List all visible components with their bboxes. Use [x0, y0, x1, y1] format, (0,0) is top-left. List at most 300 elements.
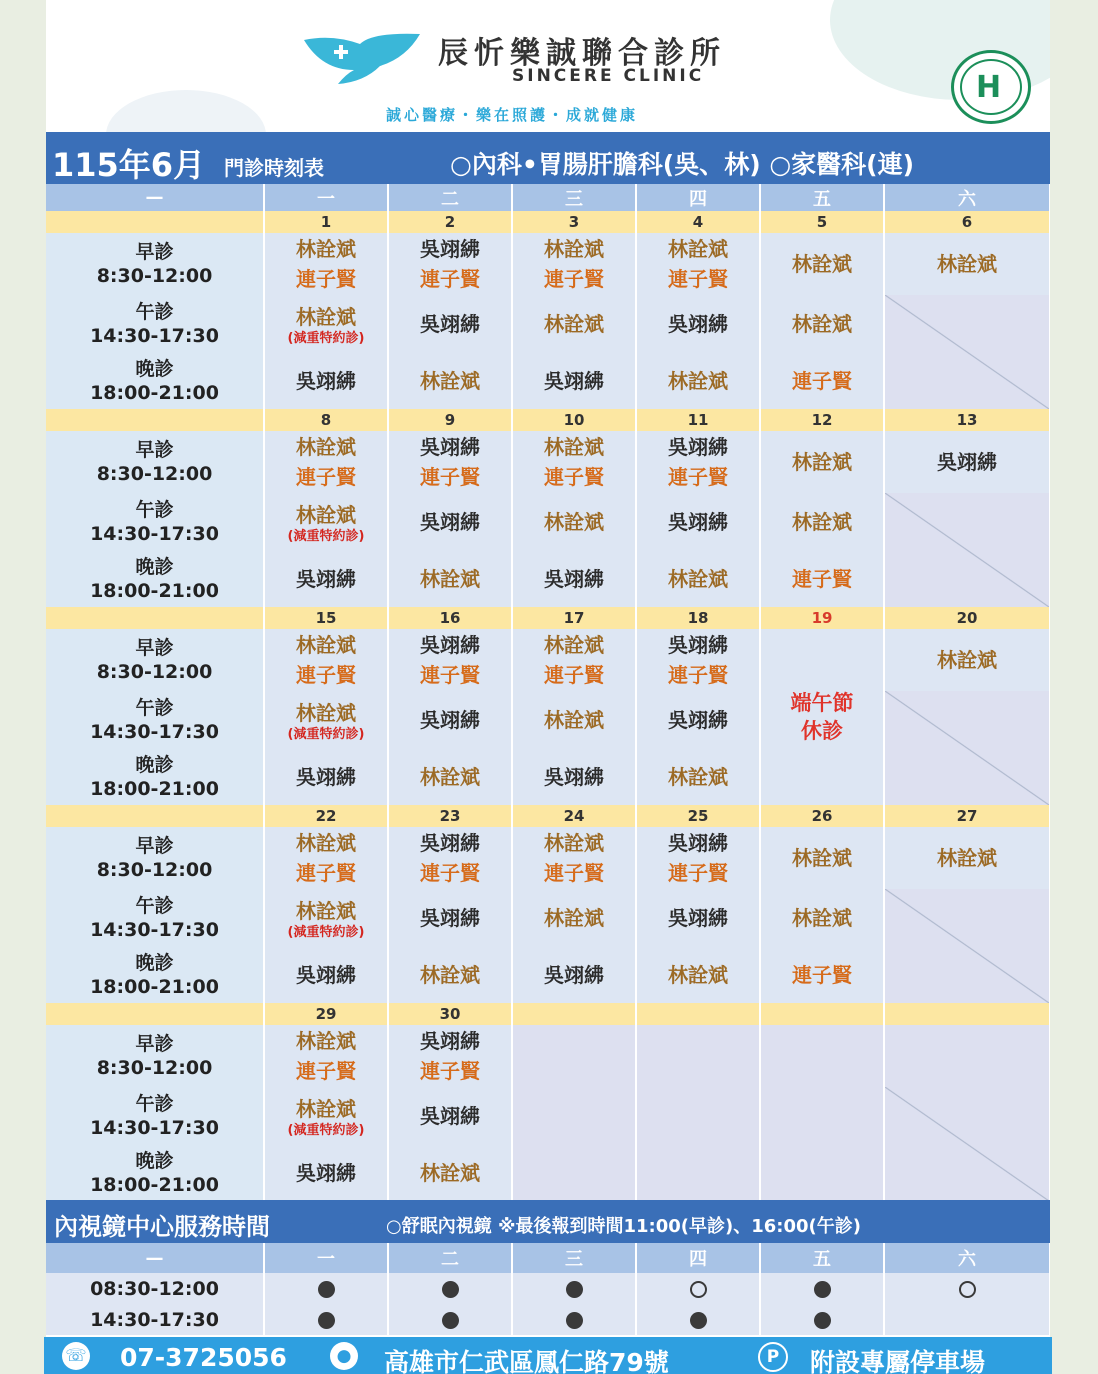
session-time [46, 827, 264, 889]
endoscopy-slot [636, 1273, 760, 1304]
session-time [46, 1087, 264, 1144]
session-row [46, 889, 1050, 946]
filled-circle-icon [690, 1312, 707, 1329]
doctor-name: 林詮斌 [544, 831, 604, 855]
session-name: 早診 [135, 1033, 174, 1055]
clinic-address: 高雄市仁武區鳳仁路79號 [384, 1348, 669, 1374]
date-cell: 16 [388, 607, 512, 629]
session-hours: 14:30-17:30 [90, 918, 219, 941]
session-time [46, 352, 264, 409]
session-name: 早診 [135, 439, 174, 461]
doctor-name: 吳翊紼 [668, 435, 728, 459]
doctor-name: 連子賢 [420, 465, 480, 489]
session-time [46, 1025, 264, 1087]
empty-cell [884, 1025, 1050, 1087]
schedule-cell [512, 629, 636, 691]
doctor-name: 林詮斌 [296, 700, 356, 725]
doctor-name: 林詮斌 [296, 633, 356, 657]
session-hours: 18:00-21:00 [90, 381, 219, 404]
endoscopy-weekday-row [46, 1243, 1050, 1273]
weekday-header-row [46, 184, 1050, 211]
session-name: 晚診 [135, 753, 174, 776]
schedule-cell [264, 748, 388, 805]
doctor-name: 吳翊紼 [296, 764, 356, 789]
doctor-name: 林詮斌 [544, 435, 604, 459]
session-row [46, 827, 1050, 889]
filled-circle-icon [442, 1281, 459, 1298]
schedule-cell [388, 946, 512, 1003]
doctor-name: 連子賢 [792, 566, 852, 591]
doctor-name: 林詮斌 [296, 898, 356, 923]
doctor-name: 吳翊紼 [420, 707, 480, 732]
doctor-name: 吳翊紼 [420, 831, 480, 855]
schedule-cell [636, 493, 760, 550]
doctor-name: 連子賢 [792, 962, 852, 987]
endoscopy-note: ○舒眠內視鏡 ※最後報到時間11:00(早診)、16:00(午診) [386, 1216, 861, 1237]
schedule-cell [388, 493, 512, 550]
empty-cell [760, 1087, 884, 1144]
date-cell: 2 [388, 211, 512, 233]
doctor-name: 林詮斌 [937, 252, 997, 276]
endoscopy-row [46, 1273, 1050, 1304]
schedule-cell [388, 748, 512, 805]
closed-cell [884, 691, 1050, 805]
date-cell: 22 [264, 805, 388, 827]
session-row [46, 431, 1050, 493]
doctor-name: 吳翊紼 [420, 905, 480, 930]
doctor-name: 林詮斌 [792, 252, 852, 276]
schedule-cell [884, 629, 1050, 691]
session-hours: 8:30-12:00 [96, 265, 213, 287]
session-hours: 14:30-17:30 [90, 522, 219, 545]
date-cell [512, 1003, 636, 1025]
doctor-name: 林詮斌 [296, 304, 356, 329]
doctor-name: 連子賢 [296, 267, 356, 291]
date-row [46, 805, 1050, 827]
date-cell: 10 [512, 409, 636, 431]
session-row [46, 493, 1050, 550]
session-hours: 18:00-21:00 [90, 1173, 219, 1196]
session-name: 晚診 [135, 951, 174, 974]
endoscopy-time: 08:30-12:00 [46, 1273, 264, 1304]
endoscopy-slot [760, 1273, 884, 1304]
doctor-name: 吳翊紼 [544, 368, 604, 393]
endoscopy-row [46, 1304, 1050, 1335]
doctor-name: 吳翊紼 [420, 509, 480, 534]
weekday-header: 四 [636, 184, 760, 211]
closed-cell [884, 1087, 1050, 1201]
session-time [46, 493, 264, 550]
session-hours: 14:30-17:30 [90, 324, 219, 347]
clinic-name-en: SINCERE CLINIC [512, 66, 705, 86]
empty-cell [512, 1087, 636, 1144]
endoscopy-slot [512, 1273, 636, 1304]
schedule-cell [636, 550, 760, 607]
doctor-name: 林詮斌 [544, 633, 604, 657]
doctor-name: 林詮斌 [544, 237, 604, 261]
endoscopy-slot [264, 1273, 388, 1304]
doctor-name: 吳翊紼 [668, 707, 728, 732]
phone-number[interactable]: 07-3725056 [120, 1343, 287, 1372]
schedule-cell [264, 946, 388, 1003]
schedule-cell [760, 889, 884, 946]
doctor-name: 連子賢 [420, 1059, 480, 1083]
doctor-name: 連子賢 [420, 861, 480, 885]
schedule-cell [264, 550, 388, 607]
holiday-label: 端午節 [790, 691, 854, 715]
reduced-weight-clinic-note: (減重特約診) [287, 1122, 365, 1138]
filled-circle-icon [566, 1312, 583, 1329]
empty-cell [760, 1144, 884, 1201]
session-name: 晚診 [135, 357, 174, 380]
session-row [46, 691, 1050, 748]
session-hours: 18:00-21:00 [90, 777, 219, 800]
session-name: 早診 [135, 637, 174, 659]
date-cell: 25 [636, 805, 760, 827]
date-cell: 19 [760, 607, 884, 629]
weekday-header: 四 [636, 1243, 760, 1273]
weekday-header-blank: — [46, 1243, 264, 1273]
doctor-name: 吳翊紼 [937, 450, 997, 474]
schedule-cell [760, 827, 884, 889]
closed-cell [884, 295, 1050, 409]
date-cell: 30 [388, 1003, 512, 1025]
date-cell: 15 [264, 607, 388, 629]
reduced-weight-clinic-note: (減重特約診) [287, 726, 365, 742]
schedule-cell [636, 748, 760, 805]
schedule-cell [512, 352, 636, 409]
doctor-name: 林詮斌 [296, 1096, 356, 1121]
date-row-blank [46, 211, 264, 233]
doctor-name: 林詮斌 [668, 368, 728, 393]
endoscopy-time: 14:30-17:30 [46, 1304, 264, 1335]
doctor-name: 林詮斌 [420, 764, 480, 789]
schedule-cell [512, 493, 636, 550]
doctor-name: 吳翊紼 [420, 633, 480, 657]
doctor-name: 林詮斌 [420, 962, 480, 987]
empty-cell [636, 1025, 760, 1087]
closed-cell [884, 493, 1050, 607]
doctor-name: 林詮斌 [296, 502, 356, 527]
schedule-poster [46, 0, 1050, 1374]
doctor-name: 吳翊紼 [296, 368, 356, 393]
doctor-name: 連子賢 [668, 861, 728, 885]
doctor-name: 林詮斌 [296, 237, 356, 261]
session-time [46, 748, 264, 805]
date-cell: 8 [264, 409, 388, 431]
schedule-cell [512, 295, 636, 352]
doctor-name: 林詮斌 [296, 435, 356, 459]
location-pin-icon: ● [330, 1342, 358, 1370]
doctor-name: 林詮斌 [296, 831, 356, 855]
endoscopy-slot [388, 1273, 512, 1304]
date-cell: 12 [760, 409, 884, 431]
doctor-name: 林詮斌 [792, 311, 852, 336]
date-cell [884, 1003, 1050, 1025]
schedule-cell [884, 233, 1050, 295]
date-cell: 29 [264, 1003, 388, 1025]
schedule-title-bar [46, 132, 1050, 184]
session-hours: 14:30-17:30 [90, 1116, 219, 1139]
schedule-cell [636, 233, 760, 295]
schedule-cell [760, 431, 884, 493]
doctor-name: 吳翊紼 [544, 566, 604, 591]
schedule-cell [512, 748, 636, 805]
schedule-subtitle: 門診時刻表 [224, 156, 324, 180]
schedule-cell [512, 550, 636, 607]
date-cell: 6 [884, 211, 1050, 233]
empty-cell [636, 1144, 760, 1201]
schedule-cell [884, 431, 1050, 493]
schedule-cell [512, 233, 636, 295]
schedule-cell [264, 493, 388, 550]
doctor-name: 林詮斌 [544, 707, 604, 732]
session-hours: 18:00-21:00 [90, 579, 219, 602]
doctor-name: 吳翊紼 [296, 1160, 356, 1185]
doctor-name: 連子賢 [544, 663, 604, 687]
holiday-cell [760, 629, 884, 805]
endoscopy-slot [760, 1304, 884, 1335]
date-row [46, 1003, 1050, 1025]
doctor-name: 林詮斌 [792, 846, 852, 870]
doctor-name: 林詮斌 [420, 1160, 480, 1185]
doctor-name: 吳翊紼 [420, 237, 480, 261]
doctor-name: 連子賢 [296, 1059, 356, 1083]
doctor-name: 林詮斌 [296, 1029, 356, 1053]
schedule-cell [388, 1144, 512, 1201]
session-row [46, 1087, 1050, 1144]
schedule-cell [388, 233, 512, 295]
session-hours: 8:30-12:00 [96, 859, 213, 881]
weekday-header: 六 [884, 1243, 1050, 1273]
clinic-schedule-table [46, 184, 1050, 1201]
doctor-name: 連子賢 [420, 663, 480, 687]
parking-info: 附設專屬停車場 [810, 1348, 986, 1374]
schedule-cell [636, 827, 760, 889]
filled-circle-icon [442, 1312, 459, 1329]
open-circle-icon [690, 1281, 707, 1298]
reduced-weight-clinic-note: (減重特約診) [287, 528, 365, 544]
schedule-cell [636, 352, 760, 409]
schedule-cell [760, 352, 884, 409]
date-cell: 4 [636, 211, 760, 233]
session-name: 午診 [135, 300, 174, 323]
session-name: 晚診 [135, 1149, 174, 1172]
weekday-header: 五 [760, 1243, 884, 1273]
doctor-name: 連子賢 [296, 663, 356, 687]
schedule-cell [388, 295, 512, 352]
reduced-weight-clinic-note: (減重特約診) [287, 330, 365, 346]
filled-circle-icon [318, 1312, 335, 1329]
clinic-name: 辰忻樂誠聯合診所 [438, 36, 726, 71]
empty-cell [760, 1025, 884, 1087]
schedule-cell [636, 629, 760, 691]
date-cell: 9 [388, 409, 512, 431]
doctor-name: 吳翊紼 [668, 633, 728, 657]
filled-circle-icon [318, 1281, 335, 1298]
doctor-name: 林詮斌 [544, 311, 604, 336]
schedule-cell [760, 493, 884, 550]
doctor-name: 林詮斌 [792, 450, 852, 474]
session-hours: 8:30-12:00 [96, 463, 213, 485]
weekday-header: 一 [264, 1243, 388, 1273]
doctor-name: 吳翊紼 [420, 1029, 480, 1053]
endoscopy-slot [884, 1273, 1050, 1304]
date-cell: 17 [512, 607, 636, 629]
weekday-header: 三 [512, 184, 636, 211]
date-cell: 20 [884, 607, 1050, 629]
doctor-name: 林詮斌 [937, 846, 997, 870]
doctor-name: 吳翊紼 [668, 311, 728, 336]
date-row [46, 607, 1050, 629]
date-cell: 24 [512, 805, 636, 827]
session-row [46, 295, 1050, 352]
doctor-name: 林詮斌 [668, 566, 728, 591]
schedule-cell [264, 691, 388, 748]
date-cell [636, 1003, 760, 1025]
schedule-cell [760, 946, 884, 1003]
doctor-name: 吳翊紼 [668, 509, 728, 534]
empty-cell [636, 1087, 760, 1144]
doctor-name: 林詮斌 [544, 509, 604, 534]
date-cell: 23 [388, 805, 512, 827]
schedule-cell [388, 691, 512, 748]
date-row-blank [46, 1003, 264, 1025]
doctor-name: 連子賢 [420, 267, 480, 291]
doctor-name: 吳翊紼 [544, 764, 604, 789]
date-row [46, 409, 1050, 431]
weekday-header: 二 [388, 184, 512, 211]
filled-circle-icon [566, 1281, 583, 1298]
session-row [46, 629, 1050, 691]
weekday-header: 二 [388, 1243, 512, 1273]
date-row-blank [46, 805, 264, 827]
endoscopy-slot [636, 1304, 760, 1335]
endoscopy-slot [884, 1304, 1050, 1335]
schedule-cell [264, 827, 388, 889]
contact-footer [44, 1337, 1052, 1374]
closed-cell [884, 889, 1050, 1003]
schedule-cell [264, 1025, 388, 1087]
weekday-header: 一 [264, 184, 388, 211]
endoscopy-table [46, 1243, 1050, 1335]
doctor-name: 林詮斌 [544, 905, 604, 930]
session-row [46, 233, 1050, 295]
doctor-name: 林詮斌 [668, 764, 728, 789]
schedule-cell [512, 946, 636, 1003]
filled-circle-icon [814, 1281, 831, 1298]
doctor-name: 吳翊紼 [668, 905, 728, 930]
schedule-cell [388, 1025, 512, 1087]
session-time [46, 1144, 264, 1201]
doctor-name: 連子賢 [296, 465, 356, 489]
schedule-cell [264, 295, 388, 352]
doctor-name: 林詮斌 [792, 509, 852, 534]
schedule-cell [388, 431, 512, 493]
doctor-name: 林詮斌 [420, 566, 480, 591]
phone-icon: ☏ [62, 1342, 90, 1370]
doctor-name: 林詮斌 [792, 905, 852, 930]
doctor-name: 林詮斌 [668, 237, 728, 261]
doctor-name: 連子賢 [668, 663, 728, 687]
schedule-cell [388, 629, 512, 691]
schedule-cell [388, 827, 512, 889]
date-cell: 5 [760, 211, 884, 233]
schedule-cell [636, 946, 760, 1003]
dove-cross-icon [302, 30, 422, 86]
endoscopy-title: 內視鏡中心服務時間 [54, 1213, 270, 1241]
date-row [46, 211, 1050, 233]
schedule-cell [760, 550, 884, 607]
session-row [46, 1025, 1050, 1087]
endoscopy-slot [264, 1304, 388, 1335]
endoscopy-slot [388, 1304, 512, 1335]
holiday-closed-label: 休診 [801, 719, 843, 743]
weekday-header-blank: — [46, 184, 264, 211]
schedule-cell [388, 352, 512, 409]
session-name: 午診 [135, 498, 174, 521]
doctor-name: 吳翊紼 [296, 566, 356, 591]
date-cell: 18 [636, 607, 760, 629]
open-circle-icon [959, 1281, 976, 1298]
schedule-cell [264, 233, 388, 295]
schedule-cell [512, 691, 636, 748]
session-name: 午診 [135, 696, 174, 719]
schedule-cell [264, 352, 388, 409]
doctor-name: 連子賢 [792, 368, 852, 393]
schedule-cell [636, 889, 760, 946]
parking-icon: P [758, 1342, 788, 1372]
session-name: 早診 [135, 241, 174, 263]
schedule-cell [760, 233, 884, 295]
doctor-name: 林詮斌 [937, 648, 997, 672]
doctor-name: 吳翊紼 [420, 435, 480, 459]
session-time [46, 691, 264, 748]
doctor-name: 吳翊紼 [420, 1103, 480, 1128]
schedule-cell [264, 1144, 388, 1201]
clinic-slogan: 誠心醫療・樂在照護・成就健康 [386, 106, 639, 124]
session-time [46, 550, 264, 607]
schedule-cell [264, 629, 388, 691]
doctor-name: 林詮斌 [420, 368, 480, 393]
schedule-cell [636, 295, 760, 352]
schedule-cell [512, 827, 636, 889]
schedule-cell [636, 431, 760, 493]
endoscopy-slot [512, 1304, 636, 1335]
session-hours: 8:30-12:00 [96, 1057, 213, 1079]
department-list: ○內科•胃腸肝膽科(吳、林) ○家醫科(連) [450, 150, 915, 179]
schedule-cell [264, 431, 388, 493]
date-row-blank [46, 409, 264, 431]
doctor-name: 林詮斌 [668, 962, 728, 987]
empty-cell [512, 1144, 636, 1201]
session-hours: 18:00-21:00 [90, 975, 219, 998]
doctor-name: 連子賢 [296, 861, 356, 885]
session-time [46, 295, 264, 352]
session-time [46, 946, 264, 1003]
date-cell [760, 1003, 884, 1025]
date-cell: 13 [884, 409, 1050, 431]
session-hours: 14:30-17:30 [90, 720, 219, 743]
session-name: 早診 [135, 835, 174, 857]
session-name: 晚診 [135, 555, 174, 578]
session-time [46, 889, 264, 946]
weekday-header: 六 [884, 184, 1050, 211]
filled-circle-icon [814, 1312, 831, 1329]
doctor-name: 連子賢 [544, 465, 604, 489]
date-cell: 11 [636, 409, 760, 431]
doctor-name: 吳翊紼 [668, 831, 728, 855]
